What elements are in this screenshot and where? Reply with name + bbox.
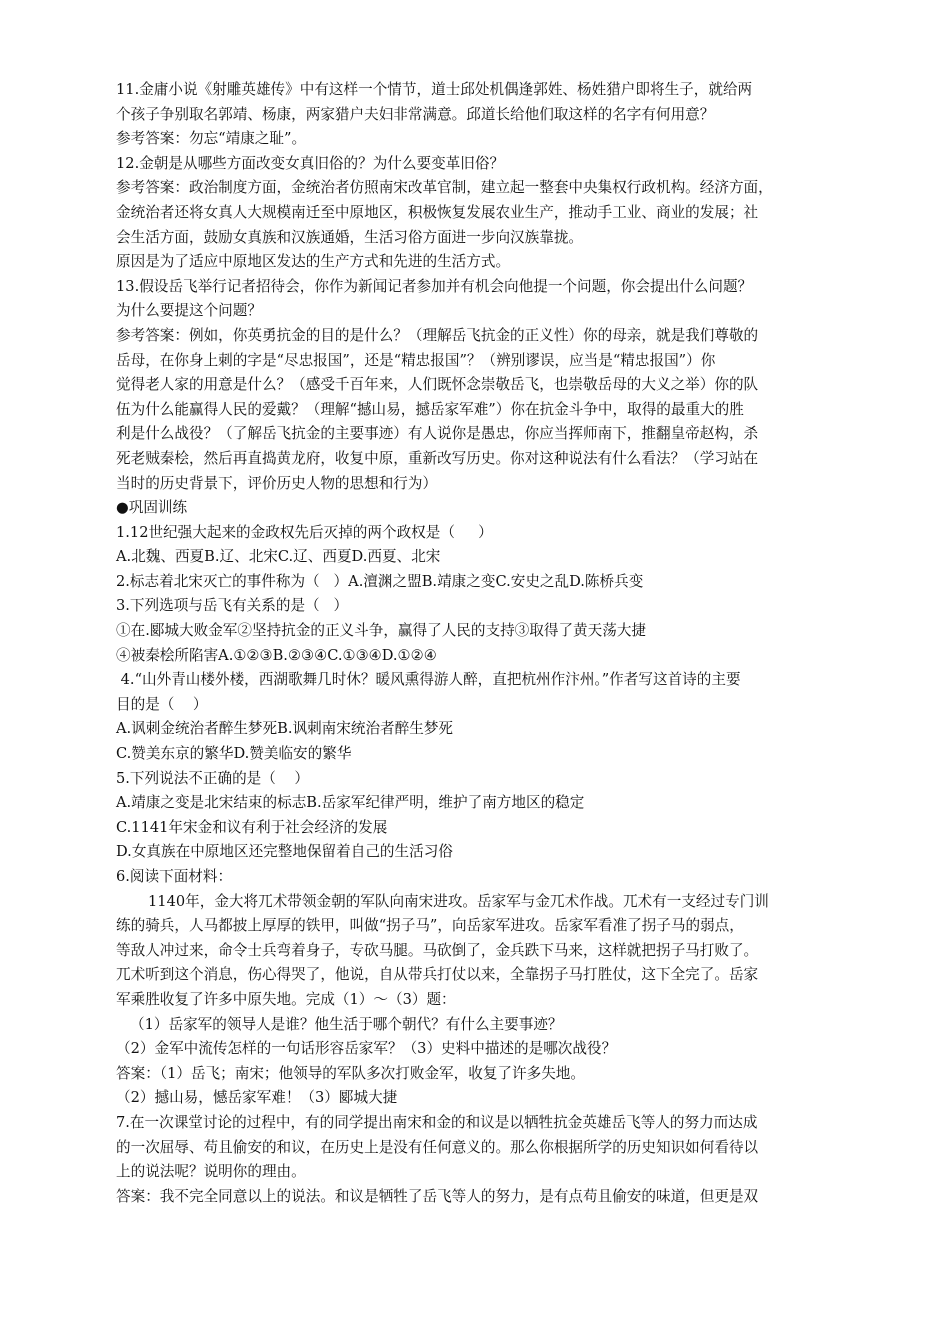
ex3-options: ④被秦桧所陷害A.①②③B.②③④C.①③④D.①②④ <box>116 646 437 664</box>
ex6-material-line-2: 练的骑兵，人马都披上厚厚的铁甲，叫做“拐子马”，向岳家军进攻。岳家军看准了拐子马的弱点， <box>116 917 744 935</box>
ex6-material-line-3: 等敌人冲过来，命令士兵弯着身子，专砍马腿。马砍倒了，金兵跌下马来，这样就把拐子马打败了。 <box>116 941 759 959</box>
ex3-question: 3.下列选项与岳飞有关系的是（ ） <box>116 597 349 615</box>
q12-answer-line-2: 金统治者还将女真人大规模南迁至中原地区，积极恢复发展农业生产，推动手工业、商业的发展；社 <box>116 203 759 221</box>
ex5-option-c: C.1141年宋金和议有利于社会经济的发展 <box>116 818 388 836</box>
q12-question: 12.金朝是从哪些方面改变女真旧俗的？为什么要变革旧俗？ <box>116 154 505 172</box>
ex3-items: ①在.郾城大败金军②坚持抗金的正义斗争，赢得了人民的支持③取得了黄天荡大捷 <box>116 622 647 640</box>
ex4-options-ab: A.讽刺金统治者醉生梦死B.讽刺南宋统治者醉生梦死 <box>116 720 454 738</box>
q13-answer-line-7: 当时的历史背景下，评价历史人物的思想和行为） <box>116 474 438 492</box>
q13-question-line-2: 为什么要提这个问题？ <box>116 302 262 320</box>
ex4-question-line-2: 目的是（ ） <box>116 695 208 713</box>
q12-answer-line-4: 原因是为了适应中原地区发达的生产方式和先进的生活方式。 <box>116 253 511 271</box>
q13-answer-line-2: 岳母，在你身上刺的字是“尽忠报国”，还是“精忠报国”？（辨别谬误，应当是“精忠报国”）你 <box>116 351 716 369</box>
q13-question-line-1: 13.假设岳飞举行记者招待会，你作为新闻记者参加并有机会向他提一个问题，你会提出什么问题？ <box>116 277 753 295</box>
section-heading: ●巩固训练 <box>116 499 188 517</box>
ex7-question-line-1: 7.在一次课堂讨论的过程中，有的同学提出南宋和金的和议是以牺牲抗金英雄岳飞等人的努力而达成 <box>116 1113 758 1131</box>
q11-line-2: 个孩子争别取名郭靖、杨康，两家猎户夫妇非常满意。邱道长给他们取这样的名字有何用意？ <box>116 105 715 123</box>
ex1-question: 1.12世纪强大起来的金政权先后灭掉的两个政权是（ ） <box>116 523 493 541</box>
ex6-subquestion-2-3: （2）金军中流传怎样的一句话形容岳家军？（3）史料中描述的是哪次战役？ <box>116 1040 617 1058</box>
ex5-question: 5.下列说法不正确的是（ ） <box>116 769 310 787</box>
ex1-options: A.北魏、西夏B.辽、北宋C.辽、西夏D.西夏、北宋 <box>116 548 441 566</box>
ex6-material-line-1: 1140年，金大将兀术带领金朝的军队向南宋进攻。岳家军与金兀术作战。兀术有一支经过专门训 <box>148 892 769 910</box>
ex6-prompt: 6.阅读下面材料： <box>116 868 233 885</box>
q13-answer-line-4: 伍为什么能赢得人民的爱戴？（理解“撼山易，撼岳家军难”）你在抗金斗争中，取得的最重大的胜 <box>116 400 744 418</box>
ex4-options-cd: C.赞美东京的繁华D.赞美临安的繁华 <box>116 745 352 763</box>
ex7-question-line-2: 的一次屈辱、苟且偷安的和议，在历史上是没有任何意义的。那么你根据所学的历史知识如何看待以 <box>116 1138 759 1156</box>
ex7-answer-line-1: 答案：我不完全同意以上的说法。和议是牺牲了岳飞等人的努力，是有点苟且偷安的味道，但更是双 <box>116 1187 759 1205</box>
q13-answer-line-6: 死老贼秦桧，然后再直捣黄龙府，收复中原，重新改写历史。你对这种说法有什么看法？（学习站在 <box>116 449 759 467</box>
q13-answer-line-5: 利是什么战役？（了解岳飞抗金的主要事迹）有人说你是愚忠，你应当挥师南下，推翻皇帝赵构，杀 <box>116 425 759 443</box>
ex5-option-d: D.女真族在中原地区还完整地保留着自己的生活习俗 <box>116 843 453 861</box>
ex6-answer-line-1: 答案：（1）岳飞；南宋；他领导的军队多次打败金军，收复了许多失地。 <box>116 1064 585 1082</box>
ex2-question: 2.标志着北宋灭亡的事件称为（ ）A.澶渊之盟B.靖康之变C.安史之乱D.陈桥兵变 <box>116 572 644 590</box>
ex6-material-line-4: 兀术听到这个消息，伤心得哭了，他说，自从带兵打仗以来，全靠拐子马打胜仗，这下全完了。岳家 <box>116 966 759 984</box>
q13-answer-line-3: 觉得老人家的用意是什么？（感受千百年来，人们既怀念崇敬岳飞，也崇敬岳母的大义之举）你的队 <box>116 376 759 394</box>
ex7-question-line-3: 上的说法呢？说明你的理由。 <box>116 1163 306 1181</box>
q11-answer: 参考答案：勿忘“靖康之耻”。 <box>116 130 307 148</box>
ex6-answer-line-2: （2）撼山易，憾岳家军难！（3）郾城大捷 <box>116 1089 398 1107</box>
ex6-material-line-5: 军乘胜收复了许多中原失地。完成（1）～（3）题： <box>116 990 456 1008</box>
ex5-option-a-b: A.靖康之变是北宋结束的标志B.岳家军纪律严明，维护了南方地区的稳定 <box>116 794 585 812</box>
ex6-subquestion-1: （1）岳家军的领导人是谁？他生活于哪个朝代？有什么主要事迹？ <box>130 1015 563 1033</box>
ex4-question-line-1: 4.“山外青山楼外楼，西湖歌舞几时休？暖风熏得游人醉，直把杭州作汴州。”作者写这首诗的主要 <box>116 671 741 689</box>
q12-answer-line-3: 会生活方面，鼓励女真族和汉族通婚，生活习俗方面进一步向汉族靠拢。 <box>116 228 584 246</box>
q11-line-1: 11.金庸小说《射雕英雄传》中有这样一个情节，道士邱处机偶逢郭姓、杨姓猎户即将生子，就给两 <box>116 81 753 98</box>
q12-answer-line-1: 参考答案：政治制度方面，金统治者仿照南宋改革官制，建立起一整套中央集权行政机构。经济方面， <box>116 179 773 197</box>
q13-answer-line-1: 参考答案：例如，你英勇抗金的目的是什么？（理解岳飞抗金的正义性）你的母亲，就是我们尊敬的 <box>116 326 759 344</box>
